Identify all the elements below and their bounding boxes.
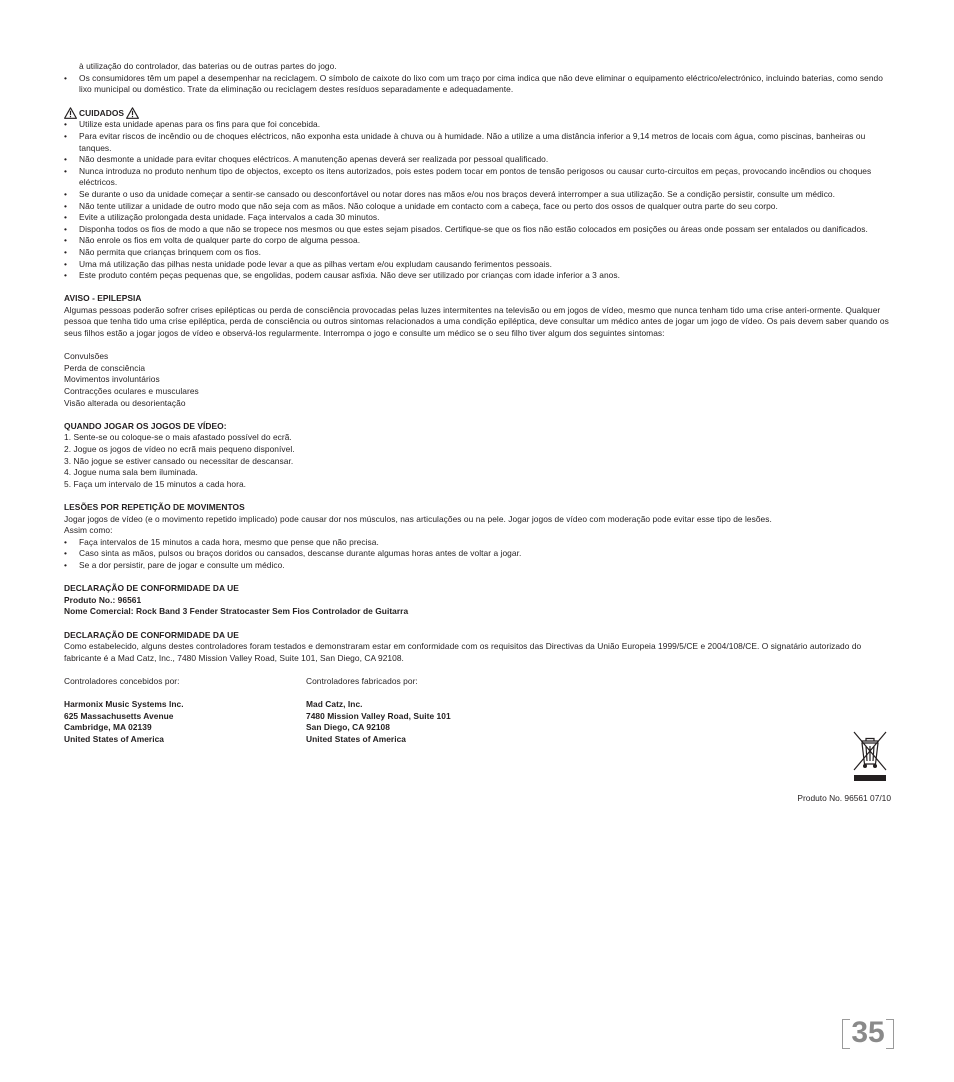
- designer-label: Controladores concebidos por:: [64, 675, 180, 686]
- rsi-item: • Faça intervalos de 15 minutos a cada hora, mesmo que pense que não precisa.: [64, 537, 891, 549]
- caution-item: • Não permita que crianças brinquem com os fios.: [64, 247, 891, 259]
- address-line: 625 Massachusetts Avenue: [64, 710, 174, 721]
- left-bracket: [842, 1019, 850, 1049]
- intro-list: [64, 73, 891, 96]
- caution-item: • Este produto contém peças pequenas que, se engolidas, podem causar asfixia. Não deve ser utilizado por crianças com idade inferior a 3 anos.: [64, 270, 891, 282]
- conformity-text: Como estabelecido, alguns destes controladores foram testados e demonstraram estar em conformidade com os requisitos das Directivas da União Europeia 1999/5/CE e 2004/108/CE. O signatário autorizado do fabricante é a Mad Catz, Inc., 7480 Mission Valley Road, Suite 101, San Diego, CA 92108.: [64, 641, 862, 663]
- epilepsy-text: Algumas pessoas poderão sofrer crises epilépticas ou perda de consciência provocadas pelas luzes intermitentes na televisão ou em jogos de vídeo, mesmo que nunca tenham tido uma crise anteri-ormente. Qualquer pessoa que tenha tido uma crise epiléptica, perda de consciência ou outros sintomas relacionados a uma condição epiléptica, deve consultar um médico antes de jogar um jogo de vídeo. Os pais devem saber quando os seus filhos estão a jogar jogos de vídeo e observá-los regularmente. Interrompa o jogo e consulte um médico se o seu filho tiver algum dos seguintes sintomas:: [64, 304, 889, 339]
- page-number-value: 35: [851, 1016, 885, 1049]
- cautions-list: [64, 119, 891, 281]
- playing-step: 5. Faça um intervalo de 15 minutos a cada hora.: [64, 478, 247, 489]
- rsi-item: • Caso sinta as mãos, pulsos ou braços doridos ou cansados, descanse durante algumas horas antes de voltar a jogar.: [64, 548, 891, 560]
- manufacturer-address: [306, 676, 548, 746]
- manufacturer-label: Controladores fabricados por:: [306, 675, 418, 686]
- epilepsy-heading: AVISO - EPILEPSIA: [64, 293, 142, 304]
- rsi-list: [64, 537, 891, 572]
- product-code: Produto No. 96561 07/10: [797, 793, 891, 803]
- rsi-item: • Se a dor persistir, pare de jogar e consulte um médico.: [64, 560, 891, 572]
- address-line: Harmonix Music Systems Inc.: [64, 699, 184, 710]
- intro-continuation: à utilização do controlador, das baterias ou de outras partes do jogo.: [79, 61, 337, 71]
- address-line: San Diego, CA 92108: [306, 722, 390, 733]
- symptom-item: Contracções oculares e musculares: [64, 386, 199, 397]
- cautions-heading: [64, 107, 891, 119]
- caution-item: • Não desmonte a unidade para evitar choques eléctricos. A manutenção apenas deverá ser realizada por pessoal qualificado.: [64, 154, 891, 166]
- caution-item: • Evite a utilização prolongada desta unidade. Faça intervalos a cada 30 minutos.: [64, 212, 891, 224]
- rsi-as-well: Assim como:: [64, 525, 113, 536]
- address-line: United States of America: [306, 733, 407, 744]
- warning-triangle-icon: [126, 107, 139, 119]
- conformity-heading: DECLARAÇÃO DE CONFORMIDADE DA UE: [64, 583, 239, 594]
- playing-step: 2. Jogue os jogos de vídeo no ecrã mais pequeno disponível.: [64, 444, 295, 454]
- caution-item: • Utilize esta unidade apenas para os fins para que foi concebida.: [64, 119, 891, 131]
- caution-item: • Não tente utilizar a unidade de outro modo que não seja com as mãos. Não coloque a unidade em contacto com a cabeça, face ou perto dos ossos de qualquer outra parte do seu corpo.: [64, 201, 891, 213]
- symptoms-list: [64, 351, 891, 409]
- crossed-out-wheelie-bin-icon: [852, 730, 888, 782]
- conformity-heading-2: DECLARAÇÃO DE CONFORMIDADE DA UE: [64, 629, 239, 640]
- caution-item: • Uma má utilização das pilhas nesta unidade pode levar a que as pilhas vertam e/ou expludam causando ferimentos pessoais.: [64, 259, 891, 271]
- address-line: Mad Catz, Inc.: [306, 699, 363, 710]
- playing-step: 1. Sente-se ou coloque-se o mais afastado possível do ecrã.: [64, 432, 292, 443]
- caution-item: • Não enrole os fios em volta de qualquer parte do corpo de alguma pessoa.: [64, 235, 891, 247]
- address-line: 7480 Mission Valley Road, Suite 101: [306, 710, 451, 721]
- rsi-text: Jogar jogos de vídeo (e o movimento repetido implicado) pode causar dor nos músculos, nas articulações ou na pele. Jogar jogos de vídeo com moderação pode evitar esse tipo de lesões.: [64, 513, 772, 524]
- address-line: United States of America: [64, 733, 165, 744]
- intro-recycling-bullet: • Os consumidores têm um papel a desempenhar na reciclagem. O símbolo de caixote do lixo com um traço por cima indica que não deve eliminar o equipamento eléctrico/electrónico, incluindo baterias, como sendo lixo municipal ou doméstico. Trate da eliminação ou reciclagem destes resíduos separadamente e adequadamente.: [64, 73, 891, 96]
- designer-address: [64, 676, 306, 746]
- caution-item: • Disponha todos os fios de modo a que não se tropece nos mesmos ou que estes sejam pisados. Certifique-se que os fios não estão colocados em posições ou áreas onde possam ser entalados ou danificados.: [64, 224, 891, 236]
- playing-step: 4. Jogue numa sala bem iluminada.: [64, 467, 198, 478]
- symptom-item: Perda de consciência: [64, 362, 146, 373]
- right-bracket: [886, 1019, 894, 1049]
- conformity-product-number: Produto No.: 96561: [64, 594, 142, 605]
- symptom-item: Visão alterada ou desorientação: [64, 397, 186, 408]
- address-block: [64, 676, 891, 746]
- playing-step: 3. Não jogue se estiver cansado ou necessitar de descansar.: [64, 455, 294, 466]
- address-line: Cambridge, MA 02139: [64, 722, 152, 733]
- caution-item: • Nunca introduza no produto nenhum tipo de objectos, excepto os itens autorizados, pois estes podem tocar em pontos de tensão perigosos ou causar curto-circuitos em peças, provocando incêndios ou choques eléctricos.: [64, 166, 891, 189]
- playing-heading: QUANDO JOGAR OS JOGOS DE VÍDEO:: [64, 420, 227, 431]
- rsi-heading: LESÕES POR REPETIÇÃO DE MOVIMENTOS: [64, 501, 245, 512]
- caution-item: • Para evitar riscos de incêndio ou de choques eléctricos, não exponha esta unidade à chuva ou à humidade. Não a utilize a uma distância inferior a 9,14 metros de locais com água, como piscinas, banheiras ou tanques.: [64, 131, 891, 154]
- symptom-item: Movimentos involuntários: [64, 374, 160, 385]
- warning-triangle-icon: [64, 107, 77, 119]
- conformity-trade-name: Nome Comercial: Rock Band 3 Fender Stratocaster Sem Fios Controlador de Guitarra: [64, 606, 409, 617]
- page-content: [64, 61, 891, 745]
- playing-steps: [64, 432, 891, 490]
- symptom-item: Convulsões: [64, 351, 109, 362]
- page-number: [842, 1016, 894, 1050]
- caution-item: • Se durante o uso da unidade começar a sentir-se cansado ou desconfortável ou notar dores nas mãos e/ou nos braços deverá interromper a sua utilização. Se a condição persistir, consulte um médico.: [64, 189, 891, 201]
- cautions-title: CUIDADOS: [79, 107, 125, 118]
